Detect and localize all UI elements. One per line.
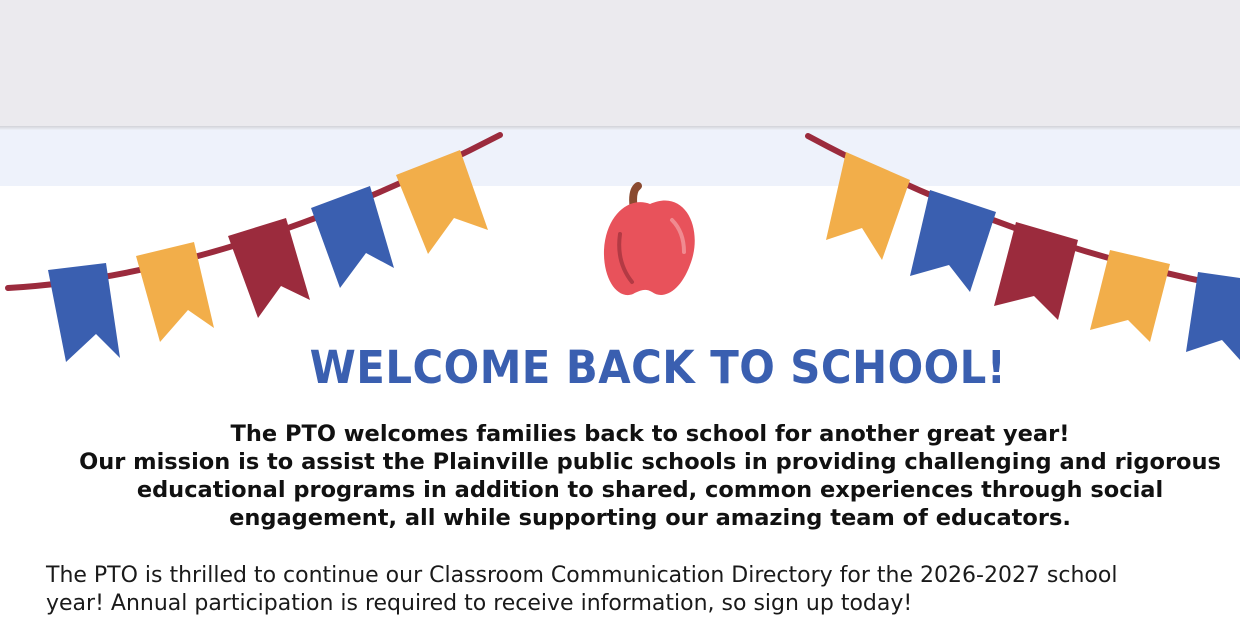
bunting-left (8, 135, 500, 362)
mission-line: Our mission is to assist the Plainville public schools in providing challenging and rigorous (79, 449, 1221, 475)
flag-blue-icon (311, 186, 394, 288)
directory-paragraph (46, 562, 1236, 618)
apple-icon (604, 186, 695, 295)
directory-line: year! Annual participation is required to receive information, so sign up today! (46, 591, 913, 616)
directory-line: The PTO is thrilled to continue our Classroom Communication Directory for the 2026-2027 school (46, 563, 1118, 588)
mission-line: educational programs in addition to shared, common experiences through social (136, 477, 1164, 503)
bunting-right (808, 136, 1240, 360)
flag-red-icon (228, 218, 310, 318)
mission-statement (60, 420, 1240, 532)
mission-line: engagement, all while supporting our amazing team of educators. (229, 505, 1071, 531)
flag-gold-icon (396, 150, 488, 254)
flag-gold-icon (826, 152, 910, 260)
mission-line: The PTO welcomes families back to school for another great year! (230, 421, 1070, 447)
flag-gold-icon (1090, 250, 1170, 342)
flag-red-icon (994, 222, 1078, 320)
flag-blue-icon (910, 190, 996, 292)
page-title: WELCOME BACK TO SCHOOL! (309, 341, 1007, 394)
